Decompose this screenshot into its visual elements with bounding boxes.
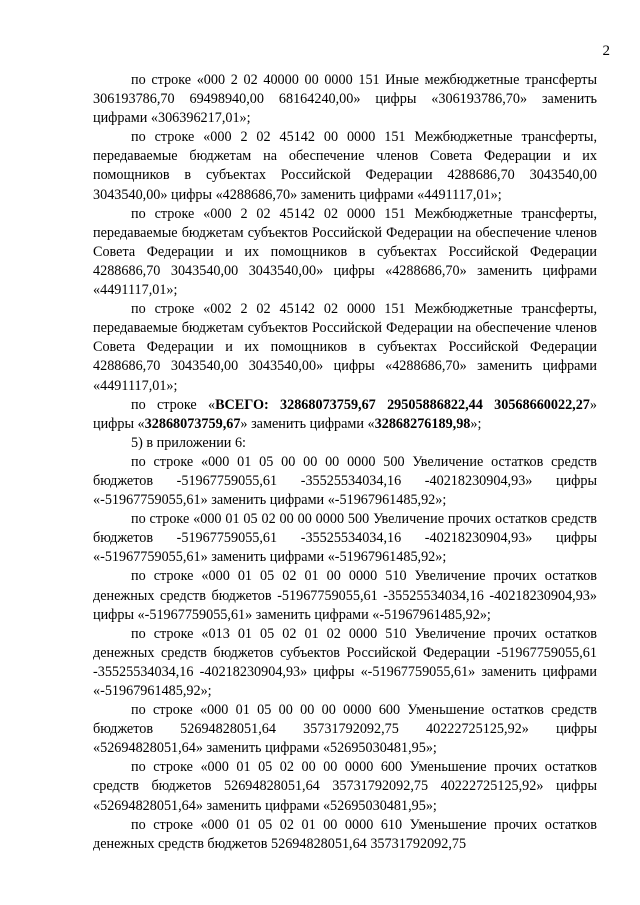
text-run: по строке «002 2 02 45142 02 0000 151 Межбюджетные трансферты, передаваемые бюджетам субъектов Российской Федерации на обеспечение членов Совета Федерации и их помощников в субъектах Российской Федерации 4288686,70 3043540,00 3043540,00» цифры «4288686,70» заменить цифрами «4491117,01»; <box>93 301 597 394</box>
document-paragraph <box>93 453 597 510</box>
text-run: по строке «000 2 02 40000 00 0000 151 Иные межбюджетные трансферты 306193786,70 69498940,00 68164240,00» цифры «306193786,70» заменить цифрами «306396217,01»; <box>93 72 597 127</box>
document-paragraph <box>93 434 597 453</box>
document-paragraph <box>93 205 597 300</box>
document-paragraph <box>93 396 597 434</box>
text-run: по строке «000 2 02 45142 00 0000 151 Межбюджетные трансферты, передаваемые бюджетам на обеспечение членов Совета Федерации и их помощников в субъектах Российской Федерации 4288686,70 3043540,00 3043540,00» цифры «4288686,70» заменить цифрами «4491117,01»; <box>93 129 597 203</box>
text-run: 5) в приложении 6: <box>131 434 246 451</box>
text-run: по строке « <box>131 396 216 413</box>
text-run: по строке «000 01 05 00 00 00 0000 600 Уменьшение остатков средств бюджетов 52694828051,64 35731792092,75 40222725125,92» цифры «52694828051,64» заменить цифрами «52695030481,95»; <box>93 702 597 757</box>
text-run: по строке «000 01 05 02 01 00 0000 610 Уменьшение прочих остатков денежных средств бюджетов 52694828051,64 35731792092,75 <box>93 816 597 852</box>
document-paragraph <box>93 701 597 758</box>
text-run: »; <box>470 415 482 432</box>
bold-text-run: ВСЕГО: 32868073759,67 29505886822,44 30568660022,27 <box>215 396 590 413</box>
text-run: по строке «000 01 05 02 01 00 0000 510 Увеличение прочих остатков денежных средств бюджетов -51967759055,61 -35525534034,16 -40218230904,93» цифры «-51967759055,61» заменить цифрами «-51967961485,92»; <box>93 568 597 623</box>
text-run: по строке «000 01 05 02 00 00 0000 600 Уменьшение прочих остатков средств бюджетов 52694828051,64 35731792092,75 40222725125,92» цифры «52694828051,64» заменить цифрами «52695030481,95»; <box>93 759 597 814</box>
document-paragraph <box>93 625 597 701</box>
document-paragraph <box>93 567 597 624</box>
text-run: по строке «000 2 02 45142 02 0000 151 Межбюджетные трансферты, передаваемые бюджетам субъектов Российской Федерации на обеспечение членов Совета Федерации и их помощников в субъектах Российской Федерации 4288686,70 3043540,00 3043540,00» цифры «4288686,70» заменить цифрами «4491117,01»; <box>93 205 597 299</box>
page-number: 2 <box>602 43 610 59</box>
text-run: по строке «000 01 05 02 00 00 0000 500 Увеличение прочих остатков средств бюджетов -51967759055,61 -35525534034,16 -40218230904,93» цифры «-51967759055,61» заменить цифрами «-51967961485,92»; <box>93 511 597 566</box>
bold-text-run: 32868073759,67 <box>144 415 241 432</box>
text-run: » заменить цифрами « <box>240 415 375 432</box>
document-paragraph <box>93 300 597 395</box>
document-paragraph <box>93 758 597 815</box>
text-run: по строке «013 01 05 02 01 02 0000 510 Увеличение прочих остатков денежных средств бюджетов субъектов Российской Федерации -51967759055,61 -35525534034,16 -40218230904,93» цифры «-51967759055,61» заменить цифрами «-51967961485,92»; <box>93 625 597 699</box>
document-paragraph <box>93 816 597 854</box>
text-run: по строке «000 01 05 00 00 00 0000 500 Увеличение остатков средств бюджетов -51967759055,61 -35525534034,16 -40218230904,93» цифры «-51967759055,61» заменить цифрами «-51967961485,92»; <box>93 453 597 509</box>
document-paragraph <box>93 71 597 128</box>
text-run: » цифры « <box>93 396 597 432</box>
document-body <box>93 71 597 854</box>
bold-text-run: 32868276189,98 <box>374 415 471 432</box>
document-paragraph <box>93 510 597 567</box>
document-paragraph <box>93 128 597 204</box>
